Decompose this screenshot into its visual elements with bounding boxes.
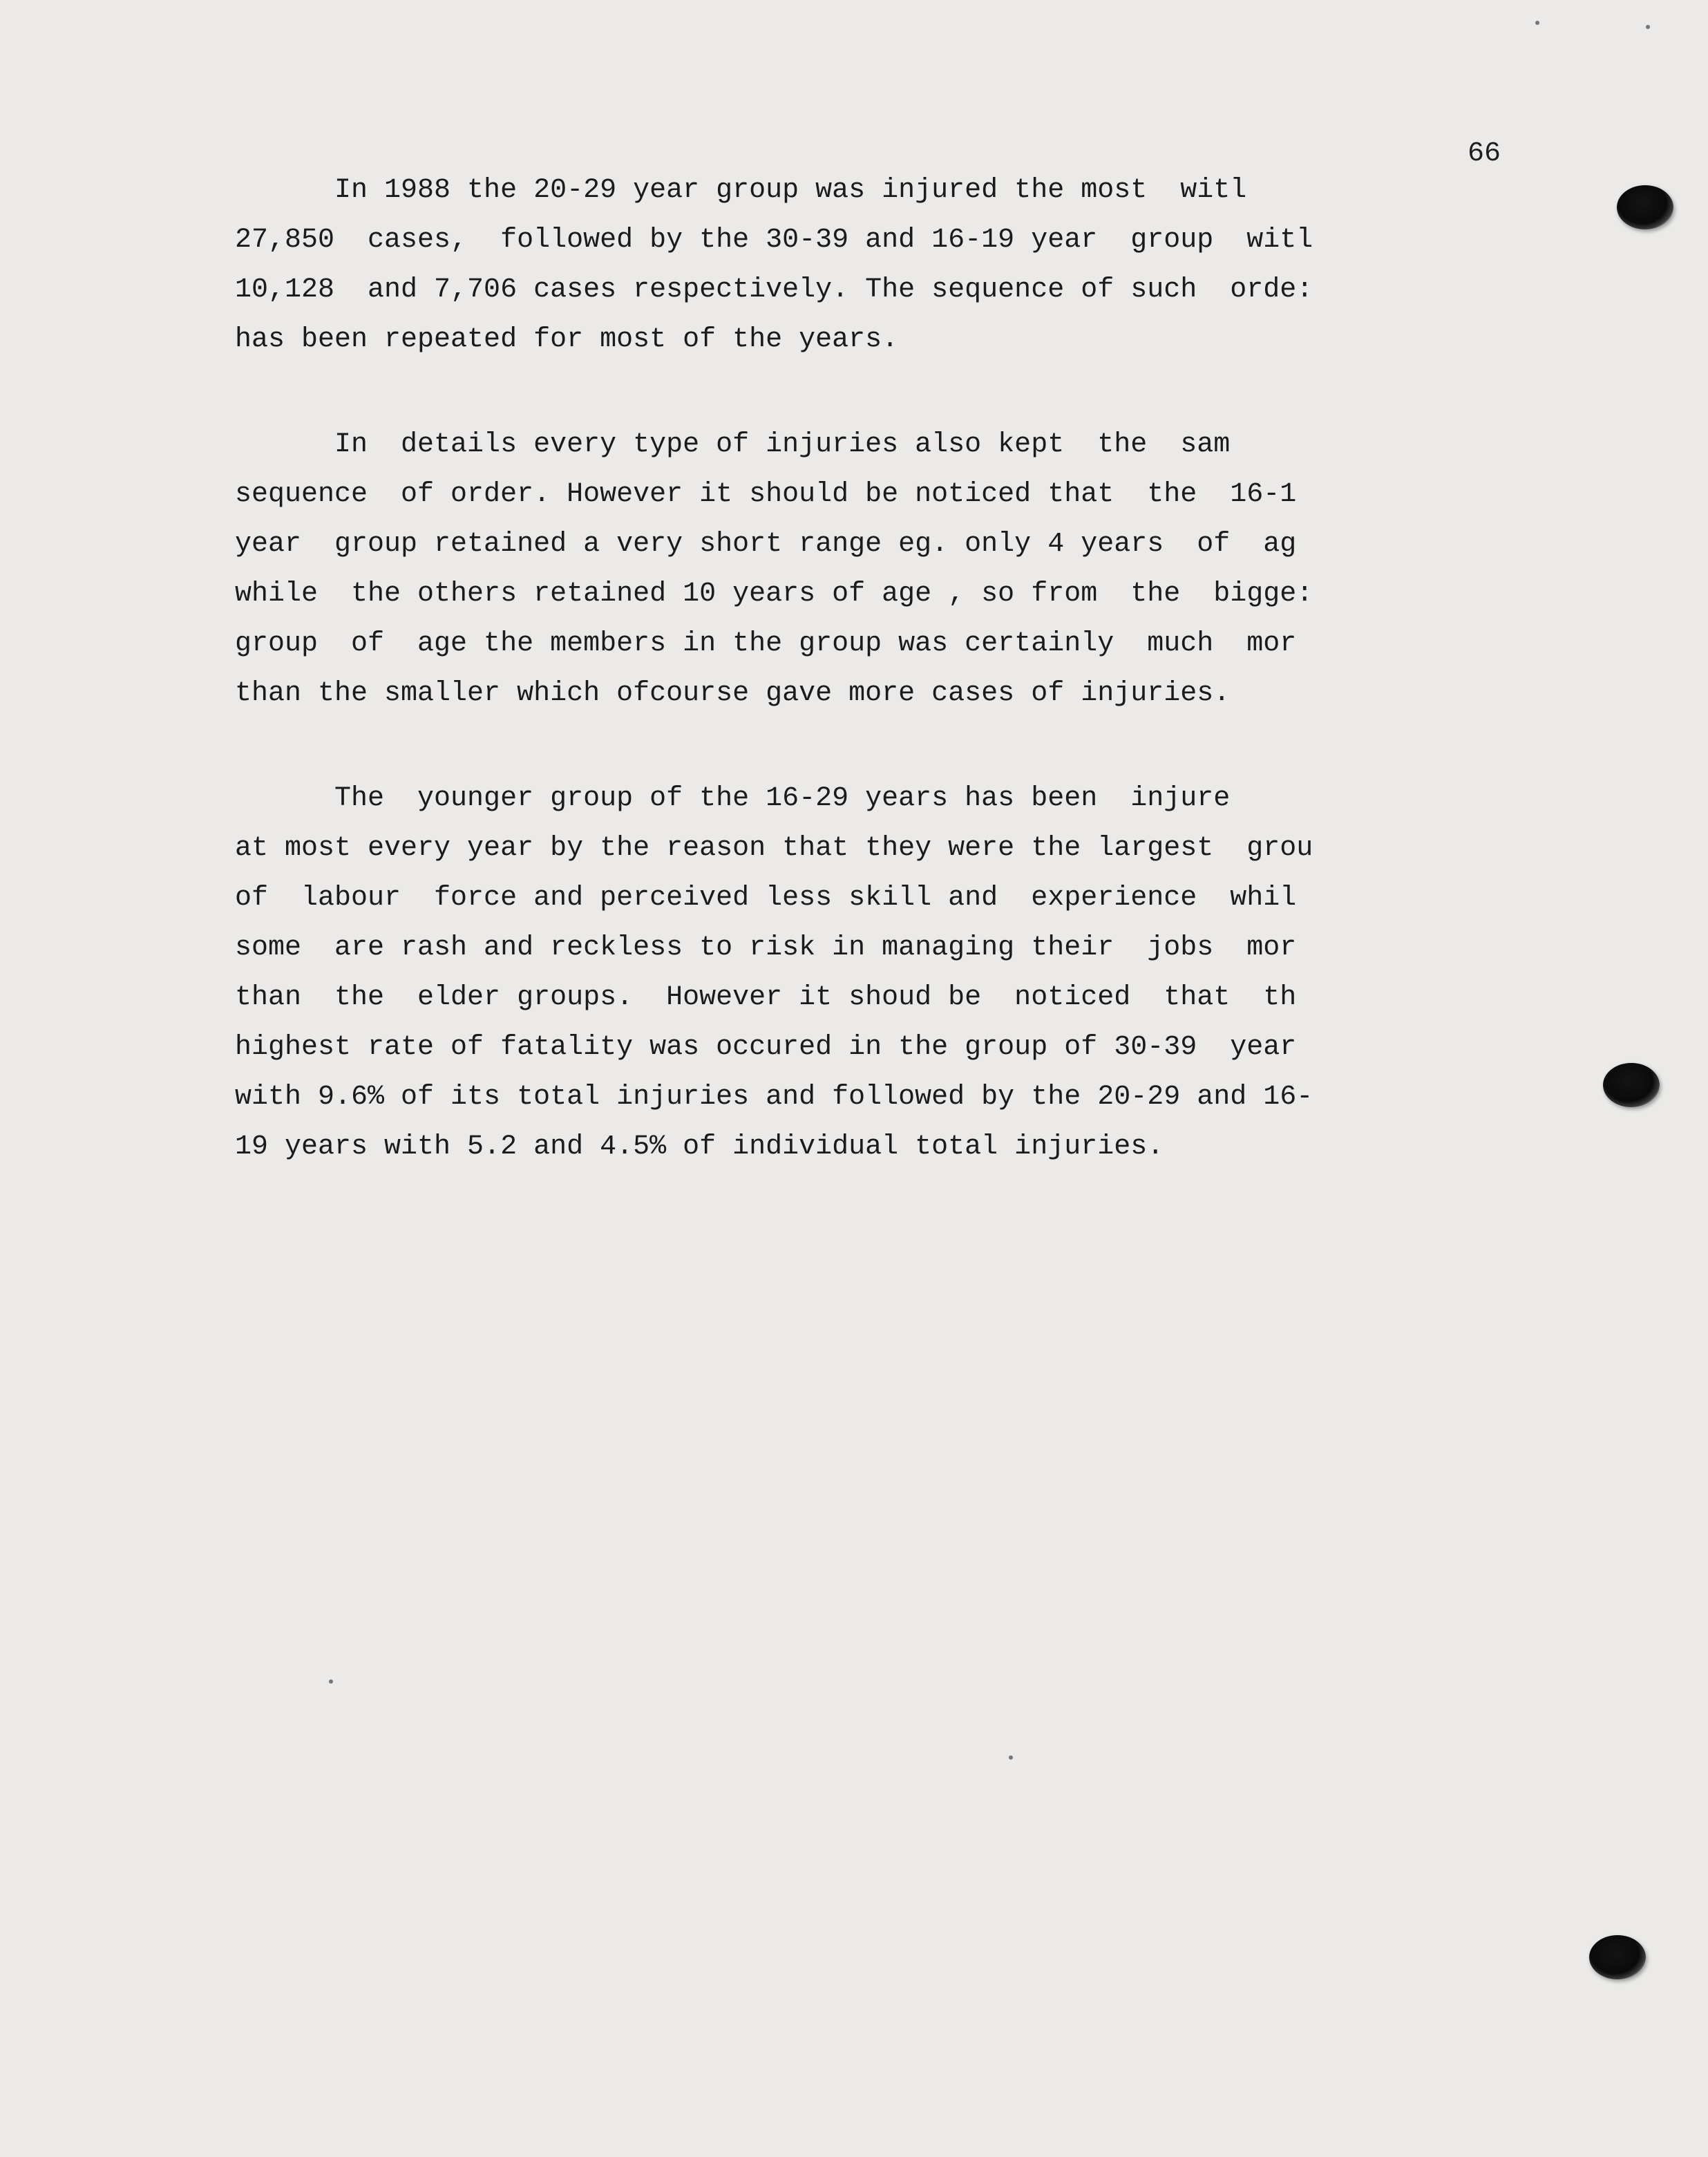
paper-speck [1646,25,1650,29]
binder-hole-icon [1589,1935,1646,1979]
text-line: has been repeated for most of the years. [235,324,899,355]
text-line: of labour force and perceived less skill and experience whil [235,883,1297,914]
text-line: while the others retained 10 years of age , so from the bigge: [235,578,1313,610]
body-text [235,166,1575,1227]
paragraph-2 [235,420,1575,719]
text-line: group of age the members in the group was certainly much mor [235,628,1297,659]
paper-speck [329,1679,333,1684]
text-line: year group retained a very short range eg. only 4 years of ag [235,529,1297,560]
text-line: In 1988 the 20-29 year group was injured the most witl [235,175,1247,206]
text-line: In details every type of injuries also kept the sam [235,429,1231,460]
paper-speck [1009,1755,1013,1760]
text-line: The younger group of the 16-29 years has been injure [235,783,1231,814]
paragraph-3 [235,774,1575,1172]
binder-hole-icon [1603,1063,1660,1107]
binder-hole-icon [1617,185,1673,229]
paragraph-1 [235,166,1575,365]
page-number: 66 [1468,138,1501,169]
text-line: 19 years with 5.2 and 4.5% of individual total injuries. [235,1131,1164,1162]
text-line: highest rate of fatality was occured in the group of 30-39 year [235,1032,1297,1063]
text-line: 10,128 and 7,706 cases respectively. The sequence of such orde: [235,274,1313,305]
text-line: sequence of order. However it should be noticed that the 16-1 [235,479,1297,510]
text-line: than the elder groups. However it shoud be noticed that th [235,982,1297,1013]
text-line: at most every year by the reason that they were the largest grou [235,833,1313,864]
text-line: with 9.6% of its total injuries and followed by the 20-29 and 16- [235,1082,1313,1113]
text-line: some are rash and reckless to risk in managing their jobs mor [235,932,1297,963]
paper-speck [1535,21,1539,25]
text-line: than the smaller which ofcourse gave more cases of injuries. [235,678,1231,709]
text-line: 27,850 cases, followed by the 30-39 and 16-19 year group witl [235,225,1313,256]
